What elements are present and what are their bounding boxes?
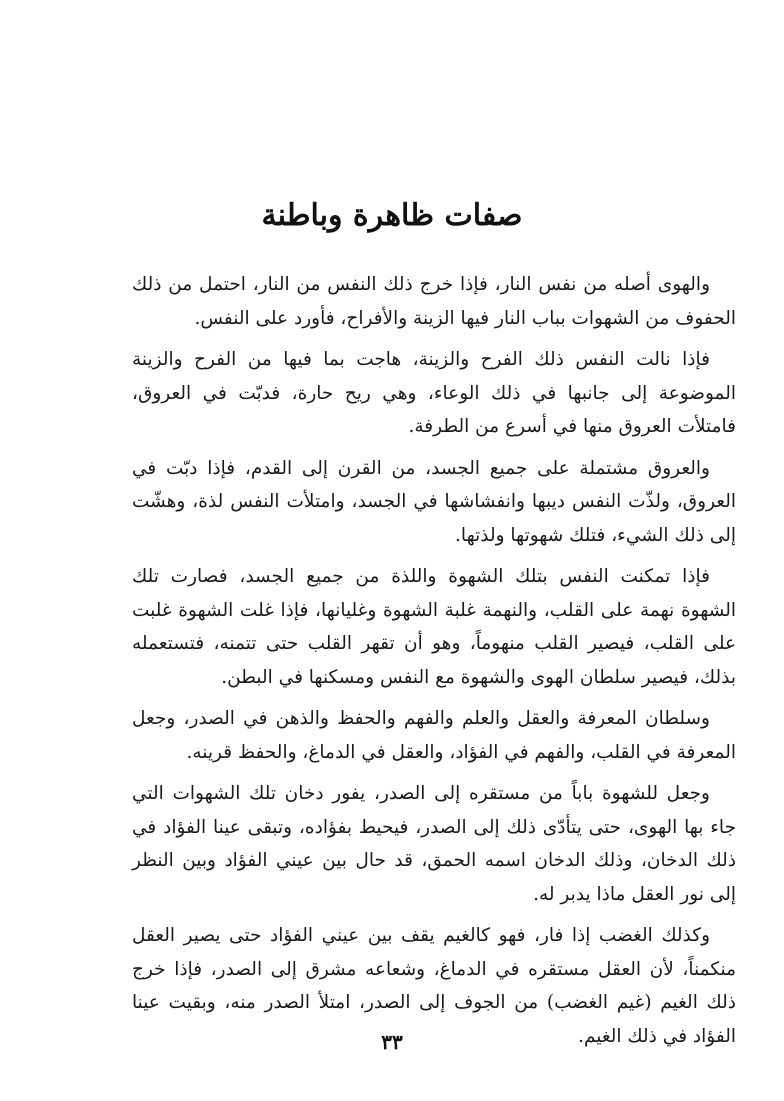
paragraph-2: فإذا نالت النفس ذلك الفرح والزينة، هاجت بما فيها من الفرح والزينة الموضوعة إلى جانبها في ذلك الوعاء، وهي ريح حارة، فدبّت في العروق، فامتلأت العروق منها في أسرع من الطرفة. — [132, 349, 736, 437]
paragraph-3: والعروق مشتملة على جميع الجسد، من القرن إلى القدم، فإذا دبّت في العروق، ولذّت النفس ديبها وانفشاشها في الجسد، وامتلأت النفس لذة، وهشّت إلى ذلك الشيء، فتلك شهوتها ولذتها. — [132, 457, 736, 546]
page-number: ٣٣ — [381, 1030, 403, 1054]
paragraph-4: فإذا تمكنت النفس بتلك الشهوة واللذة من جميع الجسد، فصارت تلك الشهوة نهمة على القلب، والنهمة غلبة الشهوة وغليانها، فإذا غلت الشهوة غلبت على القلب، فيصير القلب منهوماً، وهو أن تقهر القلب حتى تتمنه، فتستعمله بذلك، فيصير سلطان الهوى والشهوة مع النفس ومسكنها في البطن. — [132, 566, 737, 688]
body-text — [132, 268, 736, 1061]
paragraph-1: والهوى أصله من نفس النار، فإذا خرج ذلك النفس من النار، احتمل من ذلك الحفوف من الشهوات بباب النار فيها الزينة والأفراح، فأورد على النفس. — [132, 274, 736, 329]
page-title: صفات ظاهرة وباطنة — [261, 198, 523, 234]
paragraph-6: وجعل للشهوة باباً من مستقره إلى الصدر، يفور دخان تلك الشهوات التي جاء بها الهوى، حتى يتأدّى ذلك إلى الصدر، فيحيط بفؤاده، وتبقى عينا الفؤاد في ذلك الدخان، وذلك الدخان اسمه الحمق، قد حال بين عيني الفؤاد وبين النظر إلى نور العقل ماذا يدبر له. — [132, 783, 736, 905]
paragraph-7: وكذلك الغضب إذا فار، فهو كالغيم يقف بين عيني الفؤاد حتى يصير العقل منكمناً، لأن العقل مستقره في الدماغ، وشعاعه مشرق إلى الصدر، فإذا خرج ذلك الغيم (غيم الغضب) من الجوف إلى الصدر، امتلأ الصدر منه، وبقيت عينا الفؤاد في ذلك الغيم. — [132, 925, 736, 1047]
paragraph-5: وسلطان المعرفة والعقل والعلم والفهم والحفظ والذهن في الصدر، وجعل المعرفة في القلب، والفهم في الفؤاد، والعقل في الدماغ، والحفظ قرينه. — [132, 708, 736, 763]
